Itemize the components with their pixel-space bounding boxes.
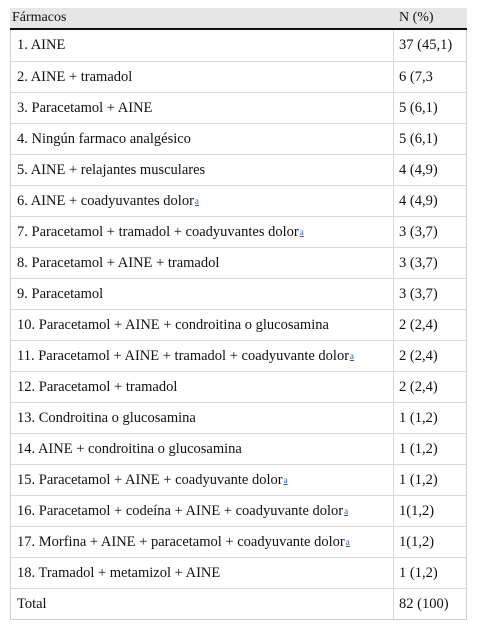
row-label-cell bbox=[11, 124, 394, 154]
table-row bbox=[11, 61, 466, 92]
row-label: 6. AINE + coadyuvantes dolor bbox=[17, 192, 194, 209]
row-label-cell bbox=[11, 434, 394, 464]
row-label: 10. Paracetamol + AINE + condroitina o glucosamina bbox=[17, 316, 329, 333]
row-label: Total bbox=[17, 595, 47, 612]
row-label: 9. Paracetamol bbox=[17, 285, 104, 302]
table-row bbox=[11, 123, 466, 154]
row-value: 1 (1,2) bbox=[399, 564, 438, 581]
table-row bbox=[11, 464, 466, 495]
row-value: 1 (1,2) bbox=[399, 471, 438, 488]
table-body bbox=[10, 30, 467, 620]
row-value: 3 (3,7) bbox=[399, 285, 438, 302]
row-label-cell bbox=[11, 372, 394, 402]
row-value: 4 (4,9) bbox=[399, 192, 438, 209]
row-label-cell bbox=[11, 62, 394, 92]
table-row bbox=[11, 526, 466, 557]
row-value: 1 (1,2) bbox=[399, 440, 438, 457]
row-label: 11. Paracetamol + AINE + tramadol + coadyuvante dolor bbox=[17, 347, 350, 364]
table-row bbox=[11, 588, 466, 619]
header-n-pct: N (%) bbox=[399, 10, 434, 25]
table-row bbox=[11, 247, 466, 278]
row-label: 13. Condroitina o glucosamina bbox=[17, 409, 196, 426]
row-label-cell bbox=[11, 155, 394, 185]
row-label-cell: 16. Paracetamol + codeína + AINE + coadyuvante dolor a bbox=[11, 496, 394, 526]
drug-table bbox=[10, 8, 467, 620]
row-label: 12. Paracetamol + tramadol bbox=[17, 378, 178, 395]
row-label-cell bbox=[11, 558, 394, 588]
row-value: 37 (45,1) bbox=[399, 37, 453, 53]
row-label-cell bbox=[11, 279, 394, 309]
table-row bbox=[11, 30, 466, 61]
row-label-cell bbox=[11, 93, 394, 123]
table-row bbox=[11, 495, 466, 526]
table-row bbox=[11, 185, 466, 216]
table-row bbox=[11, 154, 466, 185]
row-value: 6 (7,3 bbox=[399, 68, 433, 85]
row-label-cell bbox=[11, 403, 394, 433]
row-label: 16. Paracetamol + codeína + AINE + coadyuvante dolor bbox=[17, 502, 344, 519]
row-label-cell: 7. Paracetamol + tramadol + coadyuvantes dolor a bbox=[11, 217, 394, 247]
row-label: 7. Paracetamol + tramadol + coadyuvantes dolor bbox=[17, 223, 299, 240]
row-label-cell: 17. Morfina + AINE + paracetamol + coadyuvante dolor a bbox=[11, 527, 394, 557]
row-label-cell: 15. Paracetamol + AINE + coadyuvante dolor a bbox=[11, 465, 394, 495]
row-value: 1(1,2) bbox=[399, 502, 435, 519]
row-value: 5 (6,1) bbox=[399, 130, 438, 147]
row-label-cell: 11. Paracetamol + AINE + tramadol + coadyuvante dolor a bbox=[11, 341, 394, 371]
row-label: 4. Ningún farmaco analgésico bbox=[17, 130, 191, 147]
row-label-cell bbox=[11, 310, 394, 340]
row-label: 15. Paracetamol + AINE + coadyuvante dolor bbox=[17, 471, 283, 488]
table-row bbox=[11, 278, 466, 309]
row-value: 3 (3,7) bbox=[399, 254, 438, 271]
table-header bbox=[10, 8, 467, 30]
row-value: 5 (6,1) bbox=[399, 99, 438, 116]
row-value: 2 (2,4) bbox=[399, 316, 438, 333]
row-label: 1. AINE bbox=[17, 37, 66, 53]
row-label-cell bbox=[11, 30, 394, 61]
row-label: 14. AINE + condroitina o glucosamina bbox=[17, 440, 242, 457]
table-row bbox=[11, 557, 466, 588]
row-value: 1(1,2) bbox=[399, 533, 435, 550]
row-label: 5. AINE + relajantes musculares bbox=[17, 161, 206, 178]
table-row bbox=[11, 433, 466, 464]
row-value: 2 (2,4) bbox=[399, 347, 438, 364]
row-value: 4 (4,9) bbox=[399, 161, 438, 178]
table-row bbox=[11, 402, 466, 433]
row-value: 82 (100) bbox=[399, 595, 449, 612]
table-row bbox=[11, 216, 466, 247]
row-label-cell: 6. AINE + coadyuvantes dolor a bbox=[11, 186, 394, 216]
row-value: 2 (2,4) bbox=[399, 378, 438, 395]
row-label-cell bbox=[11, 248, 394, 278]
table-row bbox=[11, 92, 466, 123]
table-row bbox=[11, 340, 466, 371]
table-row bbox=[11, 309, 466, 340]
row-label: 2. AINE + tramadol bbox=[17, 68, 133, 85]
table-row bbox=[11, 371, 466, 402]
row-value: 3 (3,7) bbox=[399, 223, 438, 240]
header-farmacos: Fármacos bbox=[12, 10, 67, 25]
row-label: 8. Paracetamol + AINE + tramadol bbox=[17, 254, 220, 271]
row-label: 17. Morfina + AINE + paracetamol + coadyuvante dolor bbox=[17, 533, 345, 550]
row-value: 1 (1,2) bbox=[399, 409, 438, 426]
row-label-cell bbox=[11, 589, 394, 619]
row-label: 3. Paracetamol + AINE bbox=[17, 99, 153, 116]
row-label: 18. Tramadol + metamizol + AINE bbox=[17, 564, 221, 581]
